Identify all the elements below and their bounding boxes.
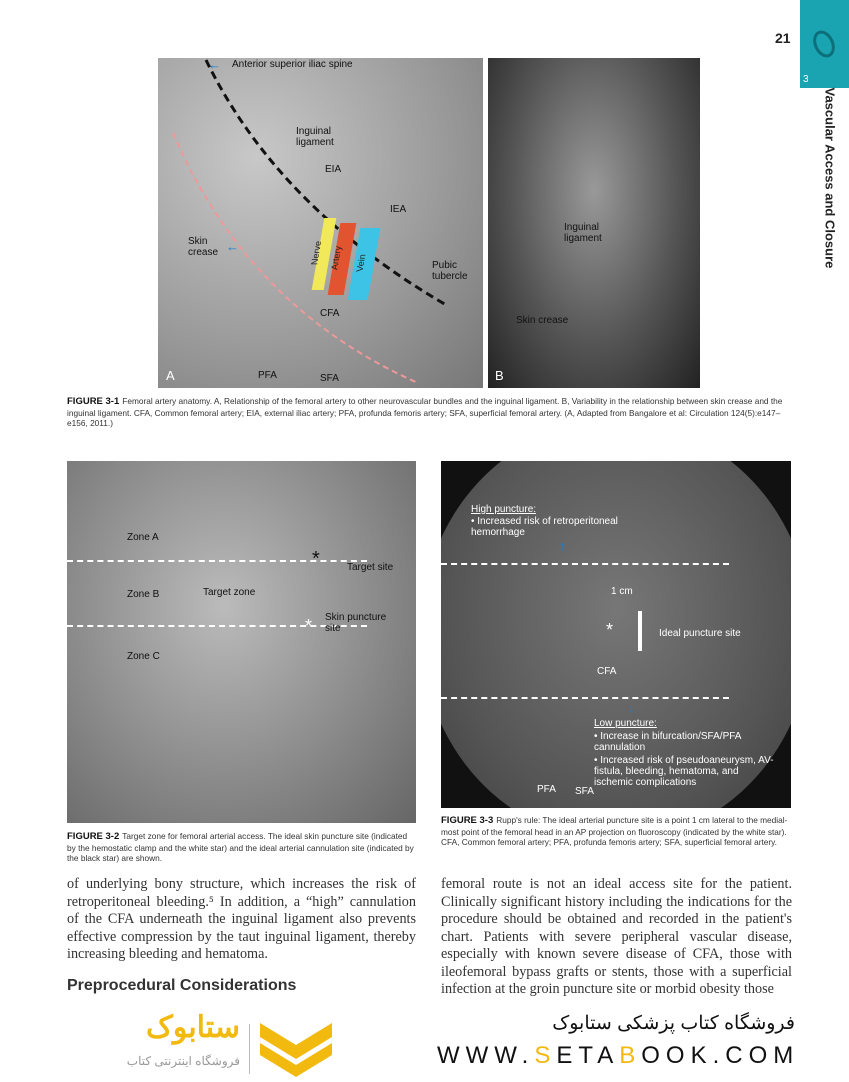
figure-3-1-panel-a	[158, 58, 483, 388]
label-cfa: CFA	[320, 308, 340, 319]
label-inguinal: Inguinal ligament	[296, 126, 334, 148]
arrow-up-icon: ↑	[559, 538, 566, 553]
body-text-right: femoral route is not an ideal access site for the patient. Clinically significant history including the indications for the procedure should be obtained and recorded in the patient's chart. Patients with severe peripheral vascular disease, especially with known severe disease of CFA, those with ileofemoral bypass grafts or stents, those with a superficial infection at the groin puncture site or morbid obesity those	[441, 876, 792, 997]
label-sfa: SFA	[575, 786, 594, 797]
arrow-icon: ←	[226, 239, 239, 254]
label-sfa: SFA	[320, 373, 339, 384]
label-ideal-puncture: Ideal puncture site	[659, 628, 741, 639]
logo-subtitle: فروشگاه اینترنتی کتاب	[126, 1054, 240, 1068]
figure-3-1-panel-b	[488, 58, 700, 388]
nerve-bar: Nerve	[312, 218, 337, 290]
low-bullet: • Increased risk of pseudoaneurysm, AV-fistula, bleeding, hematoma, and ischemic complications	[594, 755, 774, 788]
logo-text: ستابوک	[145, 1011, 240, 1044]
label-target-zone: Target zone	[203, 587, 256, 598]
label-skin-crease: Skin crease	[516, 315, 569, 326]
chapter-logo-icon	[809, 27, 839, 61]
label-pfa: PFA	[258, 370, 277, 381]
figure-3-2-image	[67, 461, 416, 823]
vein-bar: Vein	[348, 228, 381, 300]
ideal-site-marker	[638, 611, 642, 651]
label-cfa: CFA	[597, 666, 617, 677]
artery-bar: Artery	[328, 223, 357, 295]
figure-3-1-caption: FIGURE 3-1 Femoral artery anatomy. A, Relationship of the femoral artery to other neurovascular bundles and the inguinal ligament. B, Variability in the relationship between skin crease and the inguinal ligament. CFA, Common femoral artery; EIA, external iliac artery; PFA, profunda femoris artery; SFA, superficial femoral artery. (A, Adapted from Bangalore et al: Circulation 124(5):e147–e156, 2011.)	[67, 396, 783, 428]
label-high-puncture: High puncture:	[471, 504, 537, 515]
store-url[interactable]: WWW.SETABOOK.COM	[437, 1042, 800, 1069]
figure-3-3-image	[441, 461, 791, 808]
arrow-icon: ←	[208, 58, 221, 72]
label-zone-c: Zone C	[127, 651, 160, 662]
chapter-tab	[800, 0, 849, 88]
arrow-down-icon: ↓	[628, 700, 635, 715]
page-number: 21	[775, 30, 791, 46]
figure-3-2-caption: FIGURE 3-2 Target zone for femoral arterial access. The ideal skin puncture site (indicated by the hemostatic clamp and the white star) and the ideal arterial cannulation site (indicated by the black star) are shown.	[67, 831, 414, 863]
label-pfa: PFA	[537, 784, 556, 795]
high-bullet: • Increased risk of retroperitoneal hemorrhage	[471, 516, 618, 538]
logo-chevron-icon	[258, 1021, 334, 1077]
label-target-site: Target site	[347, 562, 394, 573]
label-zone-a: Zone A	[127, 532, 159, 543]
chapter-number: 3	[803, 74, 809, 85]
low-bullet: • Increase in bifurcation/SFA/PFA cannulation	[594, 731, 741, 753]
panel-letter-a: A	[166, 368, 175, 383]
inguinal-ligament-line	[158, 58, 483, 388]
black-star: *	[312, 548, 320, 570]
label-skin-crease: Skin crease	[188, 236, 219, 258]
white-star: *	[305, 616, 313, 636]
label-iea: IEA	[390, 204, 407, 215]
footer	[0, 1002, 849, 1080]
label-pubic-tubercle: Pubic tubercle	[432, 260, 468, 282]
white-star: *	[606, 620, 614, 640]
figure-3-3-caption: FIGURE 3-3 Rupp's rule: The ideal arterial puncture site is a point 1 cm lateral to the medial-most point of the femoral head in an AP projection on fluoroscopy (indicated by the white star). CFA, Common femoral artery; PFA, profunda femoris artery; SFA, superficial femoral artery.	[441, 815, 788, 847]
label-low-puncture: Low puncture:	[594, 718, 657, 729]
label-skin-puncture: Skin puncture site	[325, 612, 387, 634]
panel-letter-b: B	[495, 368, 504, 383]
label-eia: EIA	[325, 164, 342, 175]
label-inguinal: Inguinal ligament	[564, 222, 602, 244]
store-name: فروشگاه کتاب پزشکی ستابوک	[552, 1013, 795, 1034]
section-heading: Preprocedural Considerations	[67, 977, 297, 994]
body-text-left: of underlying bony structure, which increases the risk of retroperitoneal bleeding.⁵ In addition, a “high” cannulation of the CFA underneath the inguinal ligament also prevents effective compression by the taut inguinal ligament, thereby increasing bleeding and hematoma.	[67, 876, 416, 962]
label-zone-b: Zone B	[127, 589, 160, 600]
label-asis: Anterior superior iliac spine	[232, 59, 353, 70]
label-1cm: 1 cm	[611, 586, 633, 597]
chapter-title: Vascular Access and Closure	[822, 87, 838, 269]
